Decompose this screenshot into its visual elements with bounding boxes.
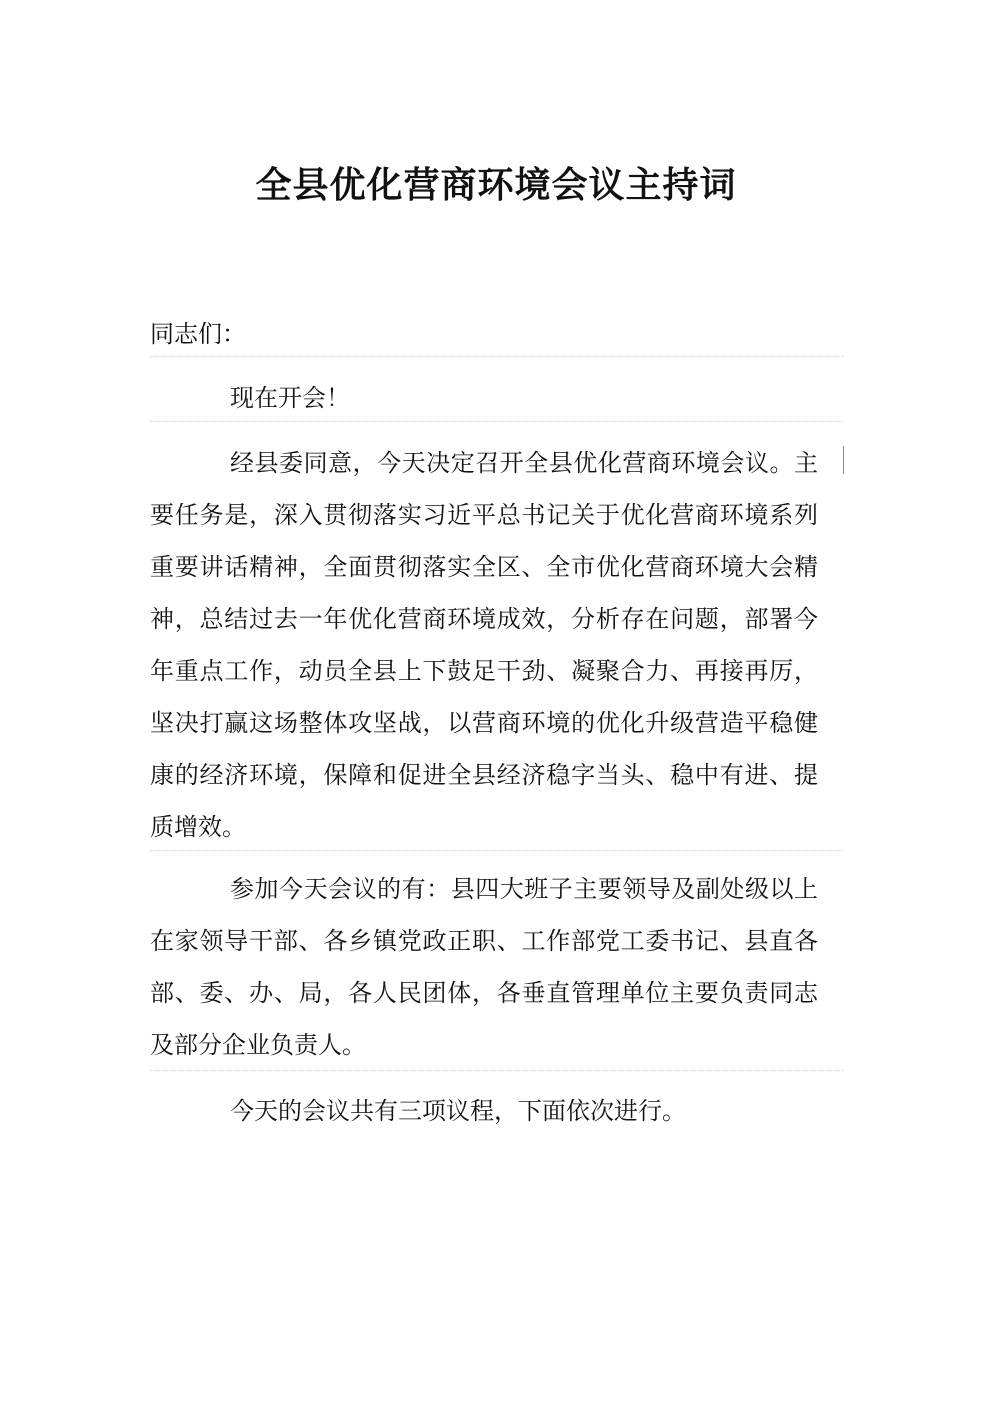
paragraph-agenda: 今天的会议共有三项议程，下面依次进行。 [230, 1097, 686, 1125]
document-title: 全县优化营商环境会议主持词 [255, 165, 737, 206]
paragraph-divider [150, 1070, 844, 1071]
paragraph-purpose: 经县委同意，今天决定召开全县优化营商环境会议。主要任务是，深入贯彻落实习近平总书记关于优化营商环境系列重要讲话精神，全面贯彻落实全区、全市优化营商环境大会精神，总结过去一年优化营商环境成效，分析存在问题，部署今年重点工作，动员全县上下鼓足干劲、凝聚合力、再接再厉，坚决打赢这场整体攻坚战，以营商环境的优化升级营造平稳健康的经济环境，保障和促进全县经济稳字当头、稳中有进、提质增效。 [150, 449, 818, 841]
paragraph-opening: 现在开会！ [230, 384, 350, 412]
paragraph-divider [150, 421, 844, 422]
paragraph-divider [150, 356, 844, 357]
text-cursor-mark [843, 446, 844, 474]
paragraph-attendees: 参加今天会议的有：县四大班子主要领导及副处级以上在家领导干部、各乡镇党政正职、工作部党工委书记、县直各部、委、办、局，各人民团体，各垂直管理单位主要负责同志及部分企业负责人。 [150, 875, 818, 1059]
paragraph-divider [150, 850, 844, 851]
salutation: 同志们： [150, 320, 246, 348]
